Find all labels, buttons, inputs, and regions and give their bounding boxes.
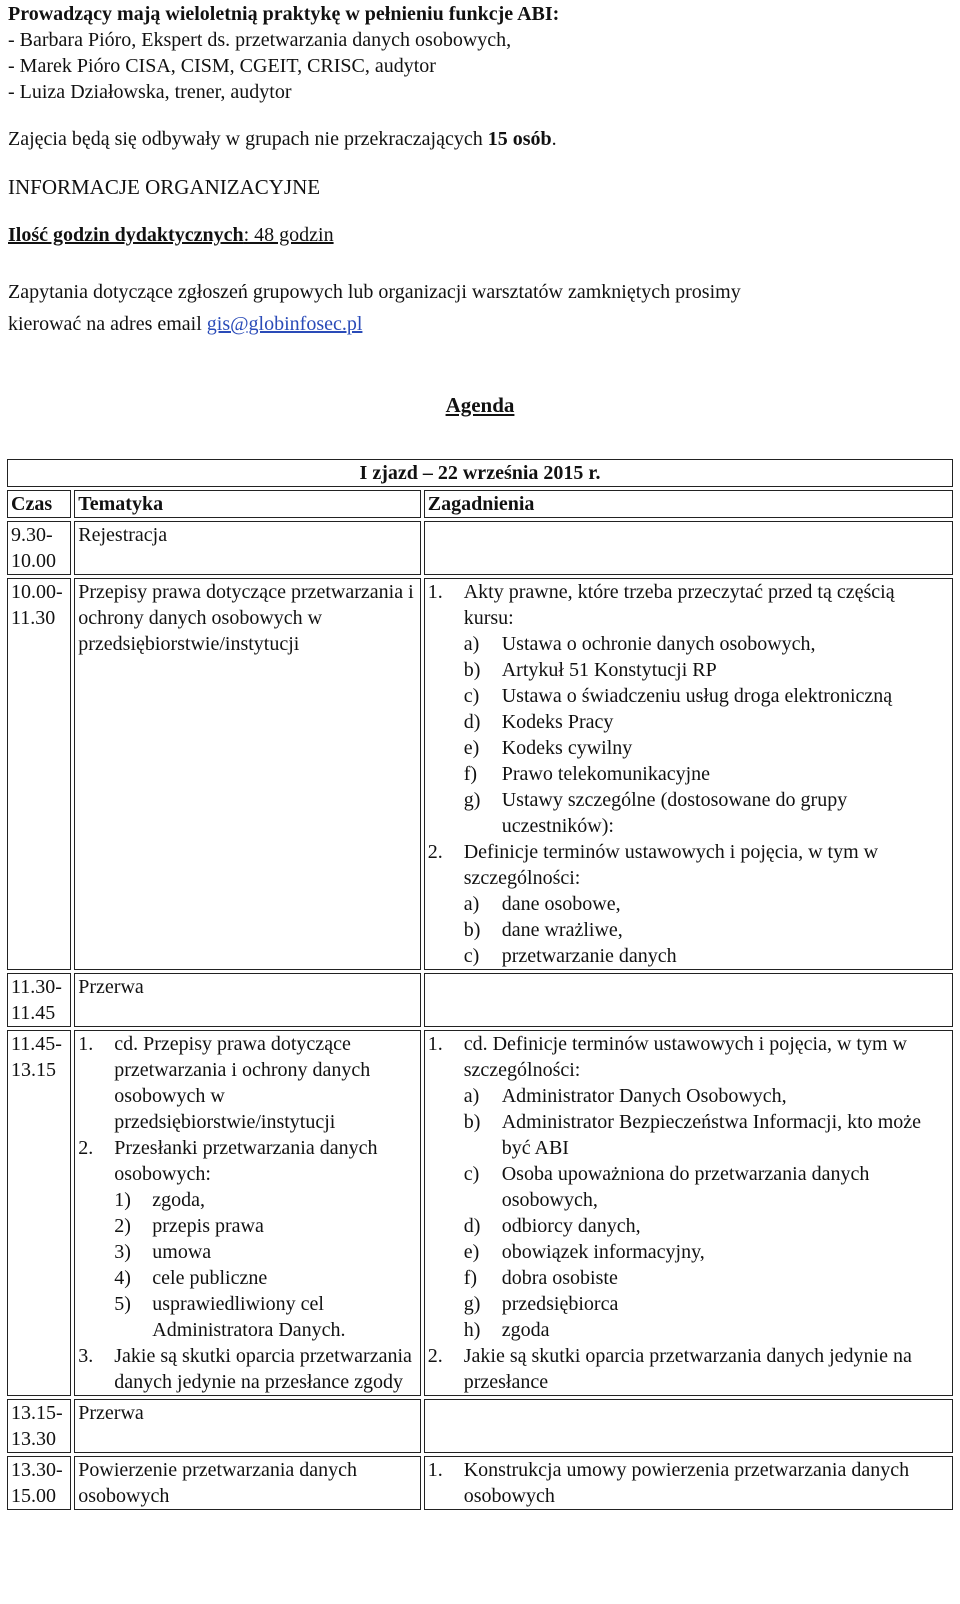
issues-cell (424, 1456, 953, 1510)
topic-cell (74, 1030, 420, 1396)
list-item: 5) usprawiedliwiony cel Administratora Danych. (114, 1293, 346, 1341)
header-time: Czas (7, 490, 71, 518)
table-row (7, 578, 953, 970)
list-item: g) Ustawy szczególne (dostosowane do grupy uczestników): (463, 789, 848, 837)
topic-cell: Powierzenie przetwarzania danych osobowych (74, 1456, 420, 1510)
intro-section (8, 0, 953, 340)
issues-cell (424, 1399, 953, 1453)
agenda-table (4, 456, 956, 1513)
list-item: 1. Akty prawne, które trzeba przeczytać przed tą częścią kursu: a) Ustawa o ochronie danych osobowych, b) Artykuł 51 Konstytucji RP c) Ustawa o świadczeniu usług droga elektroniczną d) Kodeks Pracy e) Kodeks cywilny f) Prawo telekomunikacyjne g) Ustawy szczególne (dostosowane do grupy uczestników): (428, 579, 949, 839)
list-item: 3) umowa (114, 1241, 212, 1263)
list-item: f) dobra osobiste (463, 1267, 618, 1289)
issues-cell (424, 578, 953, 970)
list-item: 2) przepis prawa (114, 1215, 264, 1237)
list-item: f) Prawo telekomunikacyjne (463, 763, 711, 785)
session-title: I zjazd – 22 września 2015 r. (7, 459, 953, 487)
time-cell: 11.30- 11.45 (7, 973, 71, 1027)
time-cell: 10.00- 11.30 (7, 578, 71, 970)
topic-cell: Rejestracja (74, 521, 420, 575)
topic-cell: Przerwa (74, 973, 420, 1027)
list-item: b) Artykuł 51 Konstytucji RP (463, 659, 717, 681)
time-cell: 13.30- 15.00 (7, 1456, 71, 1510)
header-topic: Tematyka (74, 490, 420, 518)
groups-note: Zajęcia będą się odbywały w grupach nie przekraczających 15 osób. (8, 128, 557, 150)
hours-line: Ilość godzin dydaktycznych: 48 godzin (8, 224, 334, 246)
list-item: g) przedsiębiorca (463, 1293, 619, 1315)
agenda-title: Agenda (445, 393, 515, 417)
trainers-heading: Prowadzący mają wieloletnią praktykę w pełnieniu funkcje ABI: (8, 3, 560, 25)
list-item: 1. cd. Definicje terminów ustawowych i pojęcia, w tym w szczególności: a) Administrator Danych Osobowych, b) Administrator Bezpieczeństwa Informacji, kto może być ABI c) Osoba upoważniona do przetwarzania danych osobowych, d) odbiorcy danych, e) obowiązek informacyjny, f) dobra osobiste g) przedsiębiorca h) zgoda (428, 1031, 949, 1343)
issues-cell (424, 521, 953, 575)
list-item: 1. Konstrukcja umowy powierzenia przetwarzania danych osobowych (427, 1459, 910, 1507)
topic-cell: Przerwa (74, 1399, 420, 1453)
list-item: c) Osoba upoważniona do przetwarzania danych osobowych, (463, 1163, 870, 1211)
header-issues: Zagadnienia (424, 490, 953, 518)
trainer-item: - Marek Pióro CISA, CISM, CGEIT, CRISC, audytor (8, 55, 436, 77)
contact-line: Zapytania dotyczące zgłoszeń grupowych lub organizacji warsztatów zamkniętych prosimy (8, 281, 741, 303)
list-item: d) Kodeks Pracy (463, 711, 614, 733)
list-item: 2. Przesłanki przetwarzania danych osobowych: 1) zgoda, 2) przepis prawa 3) umowa 4) cele publiczne 5) usprawiedliwiony cel Administratora Danych. (78, 1135, 416, 1343)
list-item: 1) zgoda, (114, 1189, 206, 1211)
list-item: 1. cd. Przepisy prawa dotyczące przetwarzania i ochrony danych osobowych w przedsiębiorstwie/instytucji (78, 1033, 371, 1133)
session-row (7, 459, 953, 487)
list-item: a) dane osobowe, (463, 893, 621, 915)
list-item: d) odbiorcy danych, (463, 1215, 641, 1237)
list-item: 4) cele publiczne (114, 1267, 268, 1289)
list-item: b) Administrator Bezpieczeństwa Informacji, kto może być ABI (463, 1111, 922, 1159)
table-row (7, 521, 953, 575)
table-row (7, 973, 953, 1027)
trainer-item: - Barbara Pióro, Ekspert ds. przetwarzania danych osobowych, (8, 29, 512, 51)
list-item: 2. Definicje terminów ustawowych i pojęcia, w tym w szczególności: a) dane osobowe, b) dane wrażliwe, c) przetwarzanie danych (428, 839, 949, 969)
time-cell: 11.45- 13.15 (7, 1030, 71, 1396)
org-heading: INFORMACJE ORGANIZACYJNE (8, 175, 321, 199)
issues-cell (424, 973, 953, 1027)
list-item: e) Kodeks cywilny (463, 737, 633, 759)
trainer-item: - Luiza Działowska, trener, audytor (8, 81, 292, 103)
contact-line: kierować na adres email gis@globinfosec.pl (8, 313, 363, 335)
list-item: 2. Jakie są skutki oparcia przetwarzania danych jedynie na przesłance (427, 1345, 912, 1393)
list-item: c) Ustawa o świadczeniu usług droga elektroniczną (463, 685, 893, 707)
table-row (7, 1030, 953, 1396)
contact-email-link[interactable]: gis@globinfosec.pl (206, 313, 363, 335)
time-cell: 9.30- 10.00 (7, 521, 71, 575)
table-row (7, 1456, 953, 1510)
list-item: h) zgoda (463, 1319, 550, 1341)
list-item: a) Ustawa o ochronie danych osobowych, (463, 633, 816, 655)
list-item: e) obowiązek informacyjny, (463, 1241, 705, 1263)
topic-cell: Przepisy prawa dotyczące przetwarzania i ochrony danych osobowych w przedsiębiorstwie/instytucji (74, 578, 420, 970)
list-item: 3. Jakie są skutki oparcia przetwarzania danych jedynie na przesłance zgody (78, 1345, 412, 1393)
list-item: b) dane wrażliwe, (463, 919, 623, 941)
list-item: c) przetwarzanie danych (463, 945, 677, 967)
header-row (7, 490, 953, 518)
issues-cell (424, 1030, 953, 1396)
time-cell: 13.15- 13.30 (7, 1399, 71, 1453)
list-item: a) Administrator Danych Osobowych, (463, 1085, 787, 1107)
table-row (7, 1399, 953, 1453)
